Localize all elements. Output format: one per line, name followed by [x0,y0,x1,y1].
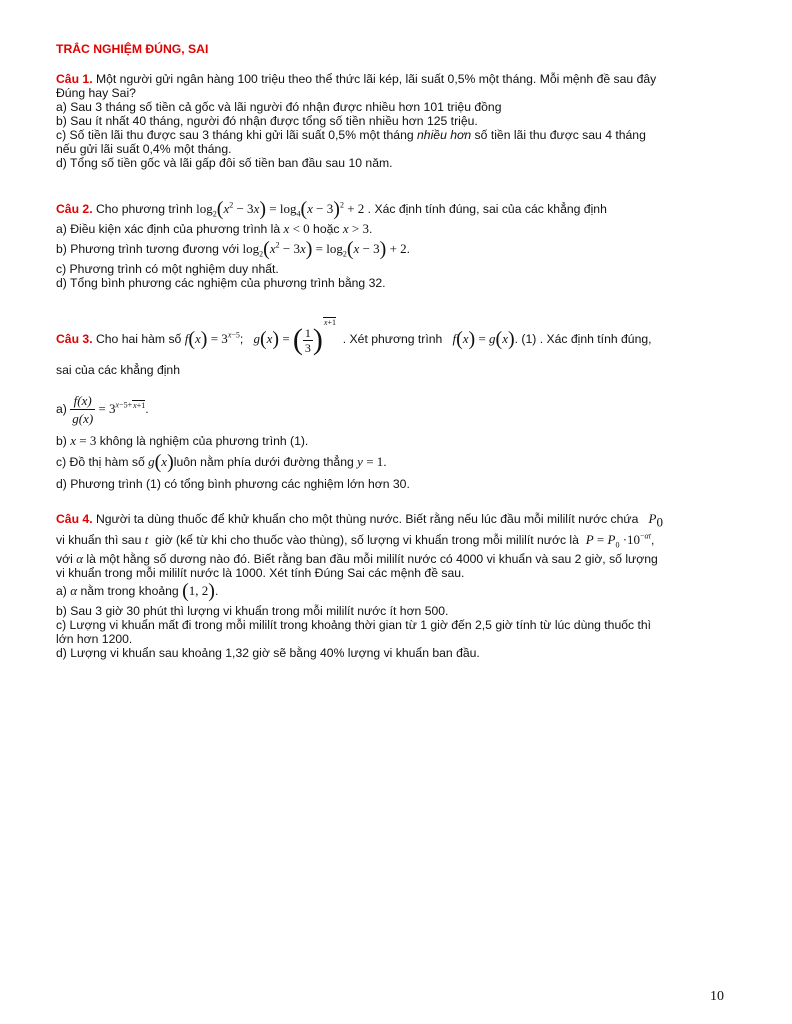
question-4-option-c-cont: lớn hơn 1200. [56,632,133,646]
question-3-option-c: c) Đồ thị hàm số g(x)luôn nằm phía dưới đường thẳng y = 1. [56,451,387,473]
question-4-label: Câu 4. [56,512,93,526]
question-1-option-b: b) Sau ít nhất 40 tháng, người đó nhận được tổng số tiền nhiều hơn 125 triệu. [56,114,478,128]
question-1-intro: Một người gửi ngân hàng 100 triệu theo thể thức lãi kép, lãi suất 0,5% một tháng. Mỗi mệnh đề sau đây [92,72,657,86]
question-2: Câu 2. Cho phương trình $\log_2(x^2 - 3x) = \log_4(x - 3)^2 + 2$ . Xác định tính đúng, sai của các khẳng định a) Điều kiện xác định của phương trình là x < 0 hoặc x > 3. b) Phương trình tương đương với $\log_2(x^2 - 3x) = \log_2(x - 3) + 2$. c) Phương trình có một nghiệm duy nhất. d) Tổng bình phương các nghiệm của phương trình bằng 32. [56,198,724,290]
question-3-label: Câu 3. [56,332,93,346]
question-3-option-d: d) Phương trình (1) có tổng bình phương các nghiệm lớn hơn 30. [56,477,410,491]
question-2-option-c: c) Phương trình có một nghiệm duy nhất. [56,262,279,276]
question-2-option-a: a) Điều kiện xác định của phương trình là x < 0 hoặc x > 3. [56,221,373,236]
question-4-option-c: c) Lượng vi khuẩn mất đi trong mỗi mililít trong khoảng thời gian từ 1 giờ đến 2,5 giờ tính từ lúc dùng thuốc thì [56,618,652,632]
question-3: Câu 3. Cho hai hàm số $f(x) = 3^{x-5}$; g(x) = ( $\frac{1}{3}$ )$^{x+1}$ . Xét phương trình f(x) = g(x). (1) . Xác định tính đúng, sai của các khẳng định a) $\frac{f(x)}{g(x)}$ = $3^{x-5+x+1}$. b) x = 3 không là nghiệm của phương trình (1). c) Đồ thị hàm số g(x)luôn nằm phía dưới đường thẳng y = 1. d) Phương trình (1) có tổng bình phương các nghiệm lớn hơn 30. [56,316,724,495]
page-number: 10 [710,989,724,1004]
question-3-option-a: a) $\frac{f(x)}{g(x)}$ = $3^{x-5+x+1}$. [56,393,149,427]
question-4-line-4: vi khuẩn trong mỗi mililít nước là 1000. Xét tính Đúng Sai các mệnh đề sau. [56,566,465,580]
question-4-line-3: với α là một hằng số dương nào đó. Biết rằng ban đầu mỗi mililít nước có 4000 vi khuẩn và sau 2 giờ, số lượng [56,551,658,566]
question-1-option-d: d) Tổng số tiền gốc và lãi gấp đôi số tiền ban đầu sau 10 năm. [56,156,393,170]
question-4-line-2: vi khuẩn thì sau t giờ (kể từ khi cho thuốc vào thùng), số lượng vi khuẩn trong mỗi mililít nước là $P = P_0 \cdot 10^{-\alpha t}$, [56,531,655,550]
function-f: $f(x) = 3^{x-5}$ [184,328,240,350]
equation-main: $\log_2(x^2 - 3x) = \log_4(x - 3)^2 + 2$ [196,198,365,220]
question-1-option-a: a) Sau 3 tháng số tiền cả gốc và lãi người đó nhận được nhiều hơn 101 triệu đồng [56,100,502,114]
question-4-option-b: b) Sau 3 giờ 30 phút thì lượng vi khuẩn trong mỗi mililít nước ít hơn 500. [56,604,449,618]
question-1-option-c-cont: nếu gửi lãi suất 0,4% một tháng. [56,142,232,156]
question-1 [56,72,724,170]
function-g: g(x) = ( $\frac{1}{3}$ )$^{x+1}$ [253,318,336,356]
section-title: TRẮC NGHIỆM ĐÚNG, SAI [56,42,209,56]
question-4: Câu 4. Người ta dùng thuốc để khử khuẩn cho một thùng nước. Biết rằng nếu lúc đầu mỗi mililít nước chứa $P_0$ vi khuẩn thì sau t giờ (kể từ khi cho thuốc vào thùng), số lượng vi khuẩn trong mỗi mililít nước là $P = P_0 \cdot 10^{-\alpha t}$, với α là một hằng số dương nào đó. Biết rằng ban đầu mỗi mililít nước có 4000 vi khuẩn và sau 2 giờ, số lượng vi khuẩn trong mỗi mililít nước là 1000. Xét tính Đúng Sai các mệnh đề sau. a) α nằm trong khoảng (1, 2). b) Sau 3 giờ 30 phút thì lượng vi khuẩn trong mỗi mililít nước ít hơn 500. c) Lượng vi khuẩn mất đi trong mỗi mililít trong khoảng thời gian từ 1 giờ đến 2,5 giờ tính từ lúc dùng thuốc thì lớn hơn 1200. d) Lượng vi khuẩn sau khoảng 1,32 giờ sẽ bằng 40% lượng vi khuẩn ban đầu. [56,510,724,660]
question-4-option-d: d) Lượng vi khuẩn sau khoảng 1,32 giờ sẽ bằng 40% lượng vi khuẩn ban đầu. [56,646,480,660]
question-1-intro-cont: Đúng hay Sai? [56,86,136,100]
question-3-intro-cont: sai của các khẳng định [56,363,180,377]
question-2-label: Câu 2. [56,202,93,216]
question-4-option-a: a) α nằm trong khoảng (1, 2). [56,580,219,602]
question-1-label: Câu 1. [56,72,93,86]
question-1-option-c: c) Số tiền lãi thu được sau 3 tháng khi gửi lãi suất 0,5% một tháng nhiều hơn số tiền lãi thu được sau 4 tháng [56,128,646,142]
question-3-option-b: b) x = 3 không là nghiệm của phương trình (1). [56,433,309,448]
question-2-option-d: d) Tổng bình phương các nghiệm của phương trình bằng 32. [56,276,386,290]
question-2-option-b: b) Phương trình tương đương với $\log_2(x^2 - 3x) = \log_2(x - 3) + 2$. [56,238,411,260]
